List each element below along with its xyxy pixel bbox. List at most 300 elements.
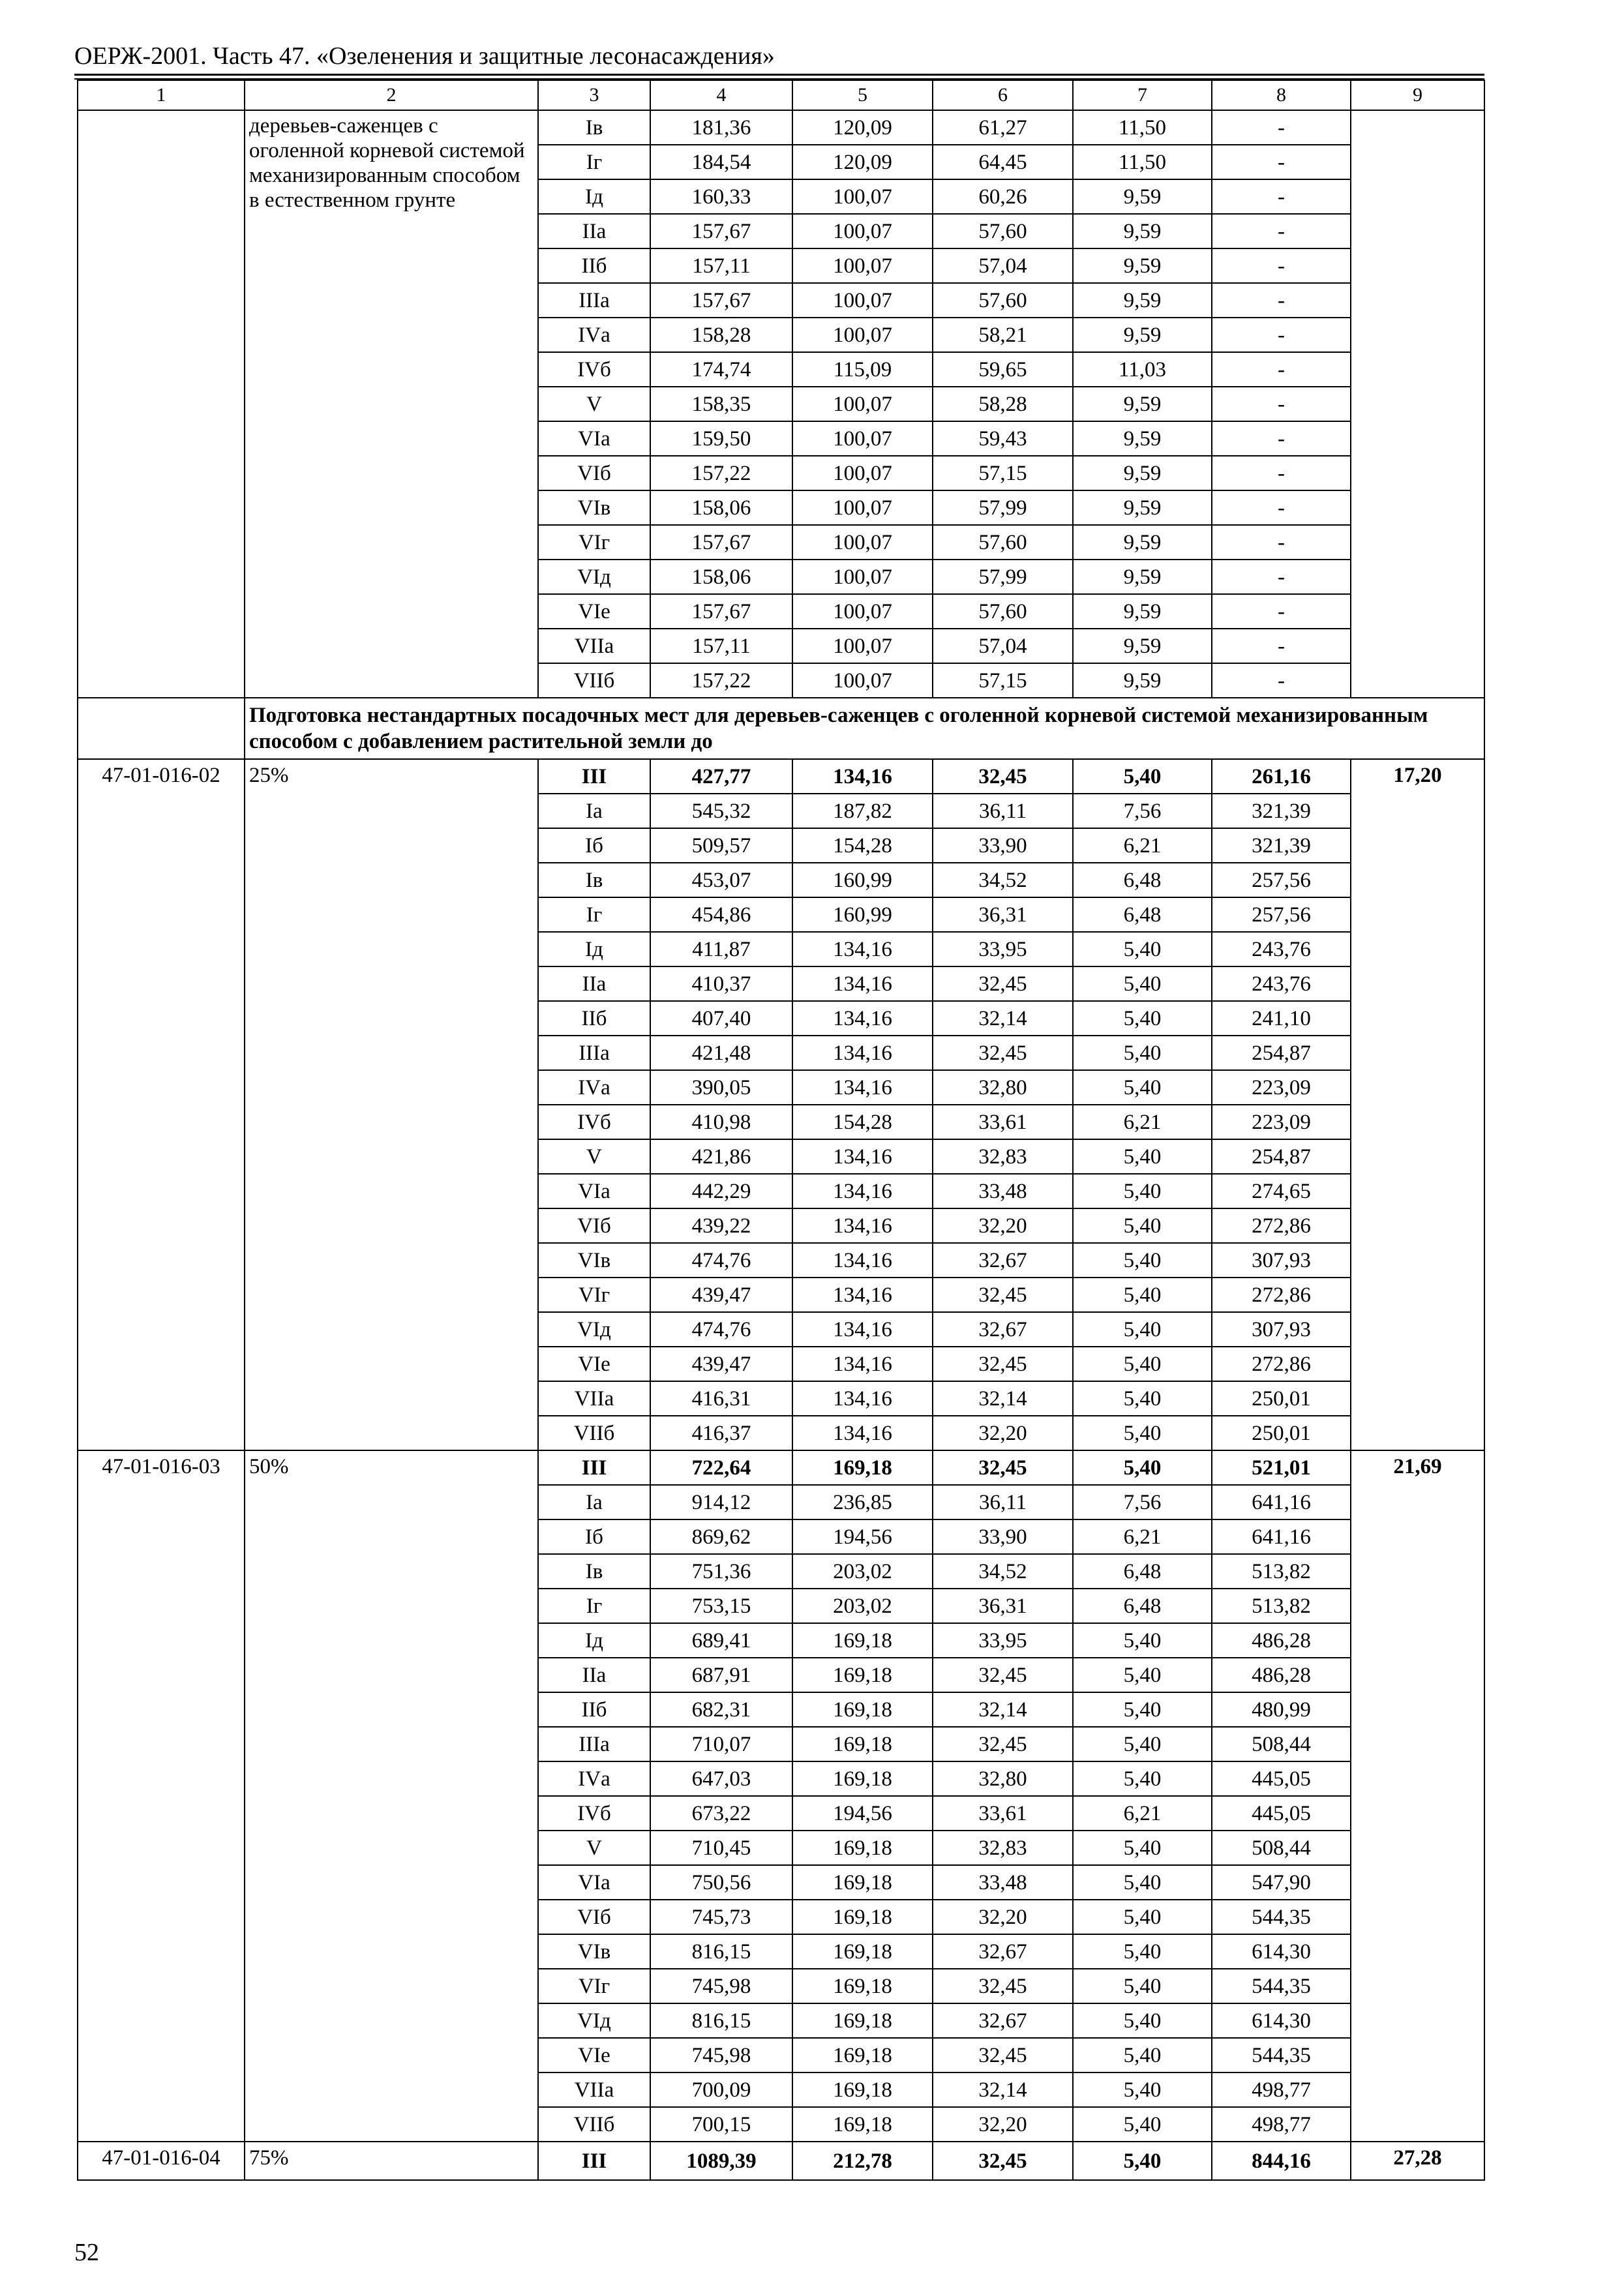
- soil-group-cell: Iд: [538, 1623, 650, 1658]
- value-cell: 158,06: [650, 560, 792, 594]
- value-cell: 100,07: [792, 283, 933, 318]
- value-cell: 261,16: [1212, 759, 1351, 794]
- value-cell: 6,48: [1073, 1589, 1212, 1623]
- value-cell: 169,18: [792, 2003, 933, 2038]
- value-cell: 5,40: [1073, 1347, 1212, 1381]
- value-cell: 100,07: [792, 179, 933, 214]
- value-cell: 508,44: [1212, 1831, 1351, 1865]
- soil-group-cell: IIа: [538, 214, 650, 248]
- value-cell: 157,11: [650, 248, 792, 283]
- value-cell: 5,40: [1073, 1174, 1212, 1208]
- value-cell: 33,95: [933, 932, 1073, 966]
- column9-value: [1351, 110, 1484, 698]
- value-cell: 410,98: [650, 1105, 792, 1139]
- value-cell: 9,59: [1073, 456, 1212, 490]
- value-cell: 57,15: [933, 663, 1073, 698]
- value-cell: 545,32: [650, 794, 792, 828]
- value-cell: 710,07: [650, 1727, 792, 1761]
- value-cell: 36,31: [933, 1589, 1073, 1623]
- soil-group-cell: VIг: [538, 1278, 650, 1312]
- value-cell: 454,86: [650, 897, 792, 932]
- value-cell: 169,18: [792, 1623, 933, 1658]
- value-cell: 5,40: [1073, 1208, 1212, 1243]
- column-number: 7: [1073, 80, 1212, 110]
- soil-group-cell: VIе: [538, 594, 650, 629]
- value-cell: 134,16: [792, 932, 933, 966]
- value-cell: 32,14: [933, 1381, 1073, 1416]
- value-cell: 157,67: [650, 594, 792, 629]
- column9-value: 17,20: [1351, 759, 1484, 1450]
- value-cell: 34,52: [933, 1554, 1073, 1589]
- value-cell: 9,59: [1073, 525, 1212, 560]
- value-cell: 321,39: [1212, 794, 1351, 828]
- value-cell: 11,50: [1073, 110, 1212, 145]
- value-cell: 154,28: [792, 1105, 933, 1139]
- value-cell: -: [1212, 525, 1351, 560]
- value-cell: 5,40: [1073, 1623, 1212, 1658]
- soil-group-cell: VIд: [538, 560, 650, 594]
- soil-group-cell: Iб: [538, 1519, 650, 1554]
- value-cell: 33,61: [933, 1105, 1073, 1139]
- table-row: [78, 1450, 1484, 1485]
- value-cell: 745,98: [650, 1969, 792, 2003]
- value-cell: 647,03: [650, 1761, 792, 1796]
- value-cell: 223,09: [1212, 1070, 1351, 1105]
- value-cell: 100,07: [792, 663, 933, 698]
- value-cell: 134,16: [792, 1070, 933, 1105]
- soil-group-cell: IVа: [538, 318, 650, 352]
- column-number: 3: [538, 80, 650, 110]
- soil-group-cell: VIг: [538, 1969, 650, 2003]
- soil-group-cell: VIа: [538, 421, 650, 456]
- value-cell: 32,14: [933, 1001, 1073, 1036]
- value-cell: 9,59: [1073, 421, 1212, 456]
- value-cell: 243,76: [1212, 932, 1351, 966]
- value-cell: -: [1212, 663, 1351, 698]
- soil-group-cell: VIв: [538, 490, 650, 525]
- value-cell: 5,40: [1073, 1312, 1212, 1347]
- header-rule: [74, 74, 1484, 76]
- soil-group-cell: VIIб: [538, 663, 650, 698]
- value-cell: 5,40: [1073, 1450, 1212, 1485]
- soil-group-cell: VIв: [538, 1243, 650, 1278]
- column-number-row: [78, 80, 1484, 110]
- value-cell: 169,18: [792, 2038, 933, 2072]
- soil-group-cell: IVа: [538, 1761, 650, 1796]
- value-cell: 682,31: [650, 1692, 792, 1727]
- value-cell: 100,07: [792, 318, 933, 352]
- soil-percent: 25%: [245, 759, 538, 1450]
- column-number: 2: [245, 80, 538, 110]
- rates-table: [77, 80, 1485, 2181]
- value-cell: 59,43: [933, 421, 1073, 456]
- soil-group-cell: IIа: [538, 1658, 650, 1692]
- value-cell: 614,30: [1212, 2003, 1351, 2038]
- value-cell: 32,45: [933, 2142, 1073, 2180]
- value-cell: 134,16: [792, 1001, 933, 1036]
- value-cell: 157,67: [650, 525, 792, 560]
- rate-code: 47-01-016-04: [78, 2142, 245, 2180]
- value-cell: 411,87: [650, 932, 792, 966]
- value-cell: 673,22: [650, 1796, 792, 1831]
- value-cell: 508,44: [1212, 1727, 1351, 1761]
- value-cell: 158,06: [650, 490, 792, 525]
- value-cell: 159,50: [650, 421, 792, 456]
- value-cell: 169,18: [792, 1761, 933, 1796]
- value-cell: 5,40: [1073, 1969, 1212, 2003]
- value-cell: 169,18: [792, 1658, 933, 1692]
- value-cell: 816,15: [650, 1934, 792, 1969]
- value-cell: 32,20: [933, 1900, 1073, 1934]
- value-cell: 32,67: [933, 1312, 1073, 1347]
- value-cell: 687,91: [650, 1658, 792, 1692]
- value-cell: 498,77: [1212, 2072, 1351, 2107]
- value-cell: -: [1212, 352, 1351, 387]
- value-cell: 36,11: [933, 794, 1073, 828]
- soil-percent: 50%: [245, 1450, 538, 2142]
- value-cell: 9,59: [1073, 248, 1212, 283]
- value-cell: 5,40: [1073, 2142, 1212, 2180]
- value-cell: 32,45: [933, 1278, 1073, 1312]
- value-cell: -: [1212, 214, 1351, 248]
- value-cell: 100,07: [792, 525, 933, 560]
- value-cell: 115,09: [792, 352, 933, 387]
- soil-group-cell: III: [538, 2142, 650, 2180]
- value-cell: 194,56: [792, 1796, 933, 1831]
- value-cell: 100,07: [792, 421, 933, 456]
- value-cell: 100,07: [792, 456, 933, 490]
- value-cell: 157,22: [650, 663, 792, 698]
- value-cell: 32,45: [933, 1658, 1073, 1692]
- value-cell: 134,16: [792, 1381, 933, 1416]
- value-cell: 134,16: [792, 1139, 933, 1174]
- soil-group-cell: IIIа: [538, 1727, 650, 1761]
- value-cell: 321,39: [1212, 828, 1351, 863]
- value-cell: 9,59: [1073, 318, 1212, 352]
- soil-group-cell: VIб: [538, 456, 650, 490]
- value-cell: 169,18: [792, 1450, 933, 1485]
- value-cell: 7,56: [1073, 1485, 1212, 1519]
- value-cell: 547,90: [1212, 1865, 1351, 1900]
- value-cell: 32,67: [933, 1934, 1073, 1969]
- value-cell: 158,35: [650, 387, 792, 421]
- soil-group-cell: IIб: [538, 248, 650, 283]
- value-cell: 33,48: [933, 1174, 1073, 1208]
- value-cell: 9,59: [1073, 283, 1212, 318]
- value-cell: 544,35: [1212, 2038, 1351, 2072]
- soil-group-cell: Iг: [538, 1589, 650, 1623]
- column9-value: 27,28: [1351, 2142, 1484, 2180]
- value-cell: 223,09: [1212, 1105, 1351, 1139]
- value-cell: 9,59: [1073, 594, 1212, 629]
- value-cell: 509,57: [650, 828, 792, 863]
- value-cell: 32,45: [933, 966, 1073, 1001]
- value-cell: 243,76: [1212, 966, 1351, 1001]
- soil-group-cell: VIIб: [538, 1416, 650, 1450]
- value-cell: 58,21: [933, 318, 1073, 352]
- value-cell: 439,47: [650, 1347, 792, 1381]
- value-cell: 33,90: [933, 1519, 1073, 1554]
- soil-group-cell: VIг: [538, 525, 650, 560]
- value-cell: 33,90: [933, 828, 1073, 863]
- value-cell: 11,03: [1073, 352, 1212, 387]
- value-cell: 169,18: [792, 2072, 933, 2107]
- value-cell: 169,18: [792, 1934, 933, 1969]
- value-cell: 57,99: [933, 560, 1073, 594]
- table-row: [78, 110, 1484, 145]
- value-cell: 421,86: [650, 1139, 792, 1174]
- rates-table-body: [78, 80, 1484, 2180]
- soil-group-cell: III: [538, 759, 650, 794]
- soil-group-cell: VIд: [538, 1312, 650, 1347]
- value-cell: 5,40: [1073, 1727, 1212, 1761]
- value-cell: 33,95: [933, 1623, 1073, 1658]
- work-description: деревьев-саженцев с оголенной корневой системой механизированным способом в естественном грунте: [245, 110, 538, 698]
- value-cell: 272,86: [1212, 1347, 1351, 1381]
- value-cell: 442,29: [650, 1174, 792, 1208]
- value-cell: 453,07: [650, 863, 792, 897]
- soil-group-cell: VIд: [538, 2003, 650, 2038]
- soil-group-cell: Iб: [538, 828, 650, 863]
- soil-group-cell: IIIа: [538, 1036, 650, 1070]
- value-cell: 154,28: [792, 828, 933, 863]
- value-cell: 100,07: [792, 214, 933, 248]
- value-cell: 169,18: [792, 1865, 933, 1900]
- value-cell: 5,40: [1073, 1761, 1212, 1796]
- value-cell: 169,18: [792, 1900, 933, 1934]
- rate-code: 47-01-016-03: [78, 1450, 245, 2142]
- value-cell: 9,59: [1073, 387, 1212, 421]
- value-cell: 33,48: [933, 1865, 1073, 1900]
- value-cell: 254,87: [1212, 1139, 1351, 1174]
- value-cell: 614,30: [1212, 1934, 1351, 1969]
- value-cell: 236,85: [792, 1485, 933, 1519]
- value-cell: 307,93: [1212, 1243, 1351, 1278]
- value-cell: 498,77: [1212, 2107, 1351, 2142]
- value-cell: 445,05: [1212, 1761, 1351, 1796]
- value-cell: 100,07: [792, 248, 933, 283]
- value-cell: -: [1212, 560, 1351, 594]
- value-cell: -: [1212, 421, 1351, 456]
- value-cell: 689,41: [650, 1623, 792, 1658]
- value-cell: 157,11: [650, 629, 792, 663]
- value-cell: 134,16: [792, 1174, 933, 1208]
- soil-group-cell: Iг: [538, 145, 650, 179]
- value-cell: 57,04: [933, 629, 1073, 663]
- soil-group-cell: Iд: [538, 932, 650, 966]
- value-cell: 1089,39: [650, 2142, 792, 2180]
- value-cell: 134,16: [792, 966, 933, 1001]
- value-cell: 257,56: [1212, 863, 1351, 897]
- value-cell: 474,76: [650, 1243, 792, 1278]
- value-cell: 307,93: [1212, 1312, 1351, 1347]
- value-cell: -: [1212, 318, 1351, 352]
- soil-group-cell: V: [538, 1139, 650, 1174]
- value-cell: 33,61: [933, 1796, 1073, 1831]
- table-row: [78, 759, 1484, 794]
- value-cell: 257,56: [1212, 897, 1351, 932]
- value-cell: 844,16: [1212, 2142, 1351, 2180]
- value-cell: 474,76: [650, 1312, 792, 1347]
- value-cell: 5,40: [1073, 2072, 1212, 2107]
- value-cell: 274,65: [1212, 1174, 1351, 1208]
- soil-group-cell: VIIа: [538, 2072, 650, 2107]
- value-cell: 6,21: [1073, 1796, 1212, 1831]
- value-cell: 745,98: [650, 2038, 792, 2072]
- value-cell: 134,16: [792, 1243, 933, 1278]
- value-cell: 5,40: [1073, 1001, 1212, 1036]
- value-cell: 32,14: [933, 1692, 1073, 1727]
- value-cell: 5,40: [1073, 1139, 1212, 1174]
- column-number: 6: [933, 80, 1073, 110]
- soil-group-cell: IIIа: [538, 283, 650, 318]
- value-cell: 120,09: [792, 110, 933, 145]
- value-cell: 6,48: [1073, 863, 1212, 897]
- value-cell: 5,40: [1073, 2038, 1212, 2072]
- value-cell: 32,67: [933, 2003, 1073, 2038]
- value-cell: 9,59: [1073, 179, 1212, 214]
- value-cell: 134,16: [792, 759, 933, 794]
- value-cell: 750,56: [650, 1865, 792, 1900]
- value-cell: 5,40: [1073, 1381, 1212, 1416]
- section-row: [78, 698, 1484, 759]
- value-cell: 6,21: [1073, 1105, 1212, 1139]
- value-cell: 134,16: [792, 1347, 933, 1381]
- value-cell: 32,45: [933, 1036, 1073, 1070]
- soil-group-cell: Iв: [538, 863, 650, 897]
- value-cell: 169,18: [792, 1692, 933, 1727]
- value-cell: 9,59: [1073, 663, 1212, 698]
- value-cell: 5,40: [1073, 1070, 1212, 1105]
- value-cell: 5,40: [1073, 1934, 1212, 1969]
- value-cell: 710,45: [650, 1831, 792, 1865]
- value-cell: 439,47: [650, 1278, 792, 1312]
- value-cell: 445,05: [1212, 1796, 1351, 1831]
- value-cell: 9,59: [1073, 560, 1212, 594]
- value-cell: 100,07: [792, 629, 933, 663]
- value-cell: 722,64: [650, 1450, 792, 1485]
- value-cell: 390,05: [650, 1070, 792, 1105]
- soil-group-cell: IVб: [538, 1105, 650, 1139]
- value-cell: 32,83: [933, 1831, 1073, 1865]
- value-cell: 32,20: [933, 1208, 1073, 1243]
- value-cell: 57,15: [933, 456, 1073, 490]
- value-cell: 187,82: [792, 794, 933, 828]
- page-header-title: ОЕРЖ-2001. Часть 47. «Озеленения и защитные лесонасаждения»: [74, 42, 775, 70]
- soil-group-cell: VIIб: [538, 2107, 650, 2142]
- value-cell: 272,86: [1212, 1208, 1351, 1243]
- value-cell: 212,78: [792, 2142, 933, 2180]
- soil-group-cell: VIIа: [538, 1381, 650, 1416]
- soil-group-cell: Iд: [538, 179, 650, 214]
- value-cell: 36,11: [933, 1485, 1073, 1519]
- value-cell: 272,86: [1212, 1278, 1351, 1312]
- value-cell: 241,10: [1212, 1001, 1351, 1036]
- value-cell: 194,56: [792, 1519, 933, 1554]
- value-cell: 5,40: [1073, 932, 1212, 966]
- value-cell: 157,67: [650, 214, 792, 248]
- value-cell: 9,59: [1073, 490, 1212, 525]
- value-cell: 174,74: [650, 352, 792, 387]
- soil-group-cell: VIа: [538, 1174, 650, 1208]
- value-cell: 32,45: [933, 1347, 1073, 1381]
- soil-group-cell: V: [538, 1831, 650, 1865]
- page-number: 52: [74, 2239, 99, 2266]
- value-cell: 157,67: [650, 283, 792, 318]
- value-cell: 5,40: [1073, 1278, 1212, 1312]
- value-cell: 134,16: [792, 1036, 933, 1070]
- value-cell: 100,07: [792, 594, 933, 629]
- value-cell: 57,60: [933, 214, 1073, 248]
- value-cell: 64,45: [933, 145, 1073, 179]
- value-cell: 250,01: [1212, 1416, 1351, 1450]
- value-cell: 57,99: [933, 490, 1073, 525]
- value-cell: 521,01: [1212, 1450, 1351, 1485]
- value-cell: 57,60: [933, 594, 1073, 629]
- value-cell: 60,26: [933, 179, 1073, 214]
- value-cell: 32,45: [933, 759, 1073, 794]
- soil-percent: 75%: [245, 2142, 538, 2180]
- soil-group-cell: VIб: [538, 1208, 650, 1243]
- value-cell: 480,99: [1212, 1692, 1351, 1727]
- value-cell: 169,18: [792, 1969, 933, 2003]
- value-cell: 57,04: [933, 248, 1073, 283]
- value-cell: 32,20: [933, 1416, 1073, 1450]
- value-cell: 184,54: [650, 145, 792, 179]
- value-cell: 158,28: [650, 318, 792, 352]
- value-cell: 203,02: [792, 1589, 933, 1623]
- value-cell: 486,28: [1212, 1623, 1351, 1658]
- value-cell: -: [1212, 179, 1351, 214]
- value-cell: 486,28: [1212, 1658, 1351, 1692]
- section-title: Подготовка нестандартных посадочных мест для деревьев-саженцев с оголенной корневой системой механизированным способом с добавлением растительной земли до: [245, 698, 1484, 759]
- value-cell: -: [1212, 145, 1351, 179]
- value-cell: 100,07: [792, 560, 933, 594]
- value-cell: -: [1212, 387, 1351, 421]
- value-cell: 5,40: [1073, 1416, 1212, 1450]
- value-cell: 157,22: [650, 456, 792, 490]
- value-cell: 410,37: [650, 966, 792, 1001]
- value-cell: 700,15: [650, 2107, 792, 2142]
- value-cell: 9,59: [1073, 629, 1212, 663]
- value-cell: 9,59: [1073, 214, 1212, 248]
- value-cell: 753,15: [650, 1589, 792, 1623]
- value-cell: 169,18: [792, 1831, 933, 1865]
- value-cell: 36,31: [933, 897, 1073, 932]
- value-cell: 5,40: [1073, 1865, 1212, 1900]
- soil-group-cell: Iв: [538, 1554, 650, 1589]
- value-cell: 134,16: [792, 1416, 933, 1450]
- soil-group-cell: Iа: [538, 1485, 650, 1519]
- value-cell: 5,40: [1073, 759, 1212, 794]
- value-cell: 745,73: [650, 1900, 792, 1934]
- value-cell: 5,40: [1073, 1831, 1212, 1865]
- value-cell: 869,62: [650, 1519, 792, 1554]
- value-cell: 513,82: [1212, 1554, 1351, 1589]
- value-cell: 7,56: [1073, 794, 1212, 828]
- value-cell: 5,40: [1073, 1036, 1212, 1070]
- value-cell: 134,16: [792, 1312, 933, 1347]
- value-cell: 160,99: [792, 897, 933, 932]
- value-cell: 32,80: [933, 1070, 1073, 1105]
- value-cell: 120,09: [792, 145, 933, 179]
- value-cell: 61,27: [933, 110, 1073, 145]
- value-cell: 6,48: [1073, 897, 1212, 932]
- value-cell: 5,40: [1073, 2107, 1212, 2142]
- value-cell: 32,83: [933, 1139, 1073, 1174]
- value-cell: 100,07: [792, 387, 933, 421]
- value-cell: 641,16: [1212, 1485, 1351, 1519]
